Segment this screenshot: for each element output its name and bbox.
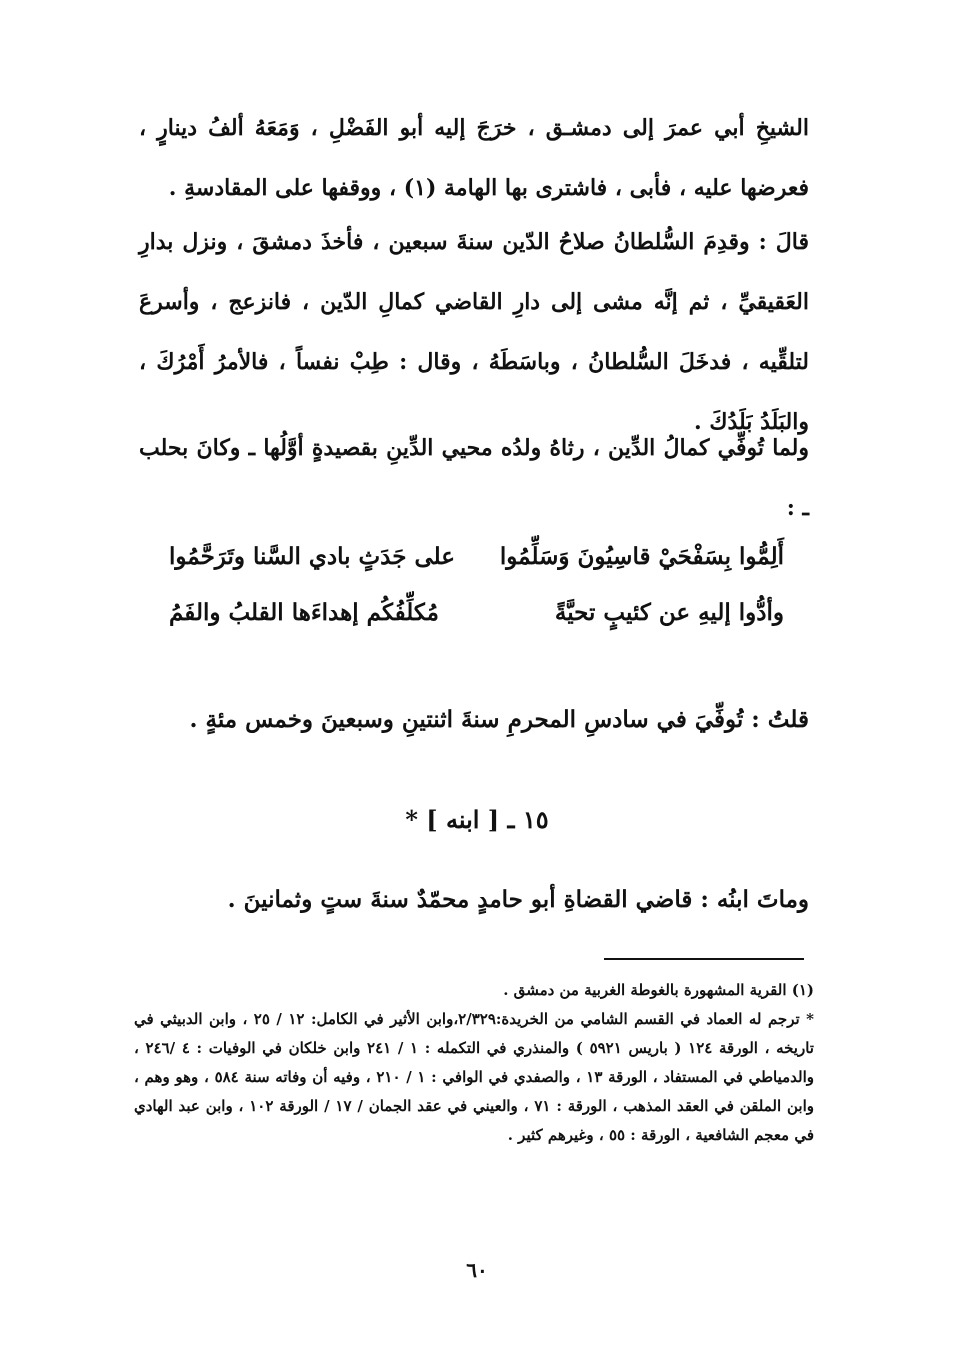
section-heading: ١٥ ـ [ ابنه ] * [405,805,549,834]
footnotes [134,976,814,1150]
poem-line-1 [169,528,784,584]
paragraph-1: الشيخِ أبي عمرَ إلى دمشـق ، خرَجَ إليه أبو الفَضْلِ ، وَمَعَهُ ألفُ دينارٍ ، فعرضها عليه ، فأبى ، فاشترى بها الهامة (١) ، ووقفها على المقادسةِ . [139,115,809,201]
hemistich-2a: وأدُّوا إليهِ عن كئيبٍ تحيَّةً [554,598,784,626]
poem [169,528,784,640]
paragraph-2: قالَ : وقدِمَ السُّلطانُ صلاحُ الدّين سنةَ سبعين ، فأخذَ دمشقَ ، ونزل بدارِ العَقيقيِّ ، ثم إنَّه مشى إلى دارِ القاضي كمالِ الدّين ، فانزعج ، وأسرعَ لتلقِّيه ، فدخَلَ السُّلطانُ ، وباسَطَهُ ، وقال : طِبْ نفساً ، فالأمرُ أَمْرُكَ ، والبَلَدُ بَلَدُكَ . [139,229,809,435]
paragraph-3: ولما تُوفِّي كمالُ الدِّين ، رثاهُ ولدُه محيي الدِّينِ بقصيدةٍ أوَّلُها ـ وكانَ بحلب ـ : [139,435,809,521]
poem-line-2 [169,584,784,640]
hemistich-1b: على جَدَثٍ بادي السَّنا وتَرَحَّمُوا [169,542,455,570]
footnote-divider [604,958,804,960]
death-note: قلتُ : تُوفِّيَ في سادسِ المحرمِ سنةَ اثنتينِ وسبعينَ وخمس مئةٍ . [189,706,809,733]
footnote-1: (١) القرية المشهورة بالغوطة الغربية من دمشق . [503,981,814,999]
page-number: ٦٠ [466,1258,488,1282]
hemistich-1a: أَلِمُّوا بِسَفْحَيْ قاسِيُونَ وَسَلِّمُوا [499,542,784,570]
son-line: وماتَ ابنُه : قاضي القضاةِ أبو حامدٍ محمّدٌ سنةَ ستٍ وثمانينَ . [227,886,809,913]
footnote-2: * ترجم له العماد في القسم الشامي من الخريدة:٢/٣٢٩،وابن الأثير في الكامل: ١٢ / ٢٥ ، وابن الدبيثي في تاريخه ، الورقة ١٢٤ ( باريس ٥٩٢١ ) والمنذري في التكمله : ١ / ٢٤١ وابن خلكان في الوفيات : ٤ /٢٤٦ ، والدمياطي في المستفاد ، الورقة ١٣ ، والصفدي في الوافي : ١ / ٢١٠ ، وفيه أن وفاته سنة ٥٨٤ ، وهو وهم ، وابن الملقن في العقد المذهب ، الورقة : ٧١ ، والعيني في عقد الجمان / ١٧ / الورقة ١٠٢ ، وابن عبد الهادي في معجم الشافعية ، الورقة : ٥٥ ، وغيرهم كثير . [134,1010,815,1144]
hemistich-2b: مُكلِّفُكُم إهداءَها القلبُ والفَمُ [169,598,439,626]
